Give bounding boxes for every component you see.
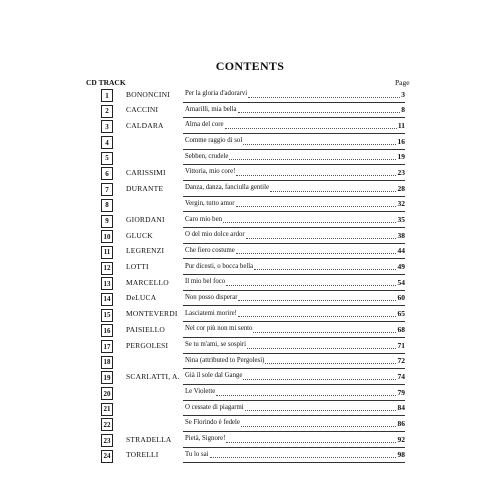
song-title: Vergin, tutto amor <box>185 199 235 207</box>
page-number: 54 <box>397 277 405 287</box>
page-number: 28 <box>397 183 405 193</box>
dot-leader <box>210 457 396 458</box>
contents-row <box>0 135 500 151</box>
song-title: Vittoria, mio core! <box>185 168 236 176</box>
page-title: CONTENTS <box>215 59 285 73</box>
dot-leader <box>248 97 400 98</box>
title-cell <box>183 402 405 417</box>
song-title: Già il sole dal Gange <box>185 372 243 380</box>
track-number-box: 13 <box>101 277 113 290</box>
track-number-box: 19 <box>101 371 113 384</box>
title-cell <box>183 355 405 370</box>
composer-name: CARISSIMI <box>126 167 166 177</box>
title-cell <box>183 433 405 448</box>
dot-leader <box>247 348 396 349</box>
page-number: 74 <box>397 371 405 381</box>
title-cell <box>183 135 405 150</box>
page-number: 92 <box>397 434 405 444</box>
title-cell <box>183 104 405 119</box>
track-number-box: 3 <box>101 120 113 133</box>
track-number-box: 10 <box>101 230 113 243</box>
page-number: 72 <box>397 356 405 366</box>
contents-row <box>0 308 500 324</box>
song-title: Non posso disperar <box>185 293 238 301</box>
title-cell <box>183 166 405 181</box>
contents-row <box>0 402 500 418</box>
song-title: Caro mio ben <box>185 215 222 223</box>
page-number: 32 <box>397 199 405 209</box>
dot-leader <box>226 285 396 286</box>
dot-leader <box>245 410 396 411</box>
dot-leader <box>270 191 396 192</box>
composer-name: STRADELLA <box>126 434 172 444</box>
composer-name: CALDARA <box>126 120 164 130</box>
song-title: O cessate di piagarmi <box>185 403 244 411</box>
contents-row <box>0 166 500 182</box>
track-number-box: 7 <box>101 183 113 196</box>
song-title: Nina (attributed to Pergolesi) <box>185 356 265 364</box>
track-number-box: 23 <box>101 434 113 447</box>
song-title: Nel cor più non mi sento <box>185 325 253 333</box>
song-title: Amarilli, mia bella <box>185 105 237 113</box>
page-number: 84 <box>397 403 405 413</box>
title-cell <box>183 214 405 229</box>
song-title: Alma del core <box>185 121 224 129</box>
track-number-box: 18 <box>101 356 113 369</box>
title-cell <box>183 308 405 323</box>
dot-leader <box>238 316 396 317</box>
song-title: Tu lo sai <box>185 450 209 458</box>
page-number: 11 <box>397 120 405 130</box>
track-number-box: 15 <box>101 309 113 322</box>
contents-row <box>0 245 500 261</box>
page-number: 65 <box>397 309 405 319</box>
title-cell <box>183 119 405 134</box>
dot-leader <box>229 159 396 160</box>
title-cell <box>183 151 405 166</box>
track-number-box: 6 <box>101 167 113 180</box>
page-number: 19 <box>397 152 405 162</box>
contents-row <box>0 214 500 230</box>
dot-leader <box>243 379 396 380</box>
song-title: Pietà, Signore! <box>185 435 226 443</box>
title-cell <box>183 370 405 385</box>
contents-row <box>0 276 500 292</box>
contents-row <box>0 229 500 245</box>
song-title: Pur dicesti, o bocca bella <box>185 262 254 270</box>
composer-name: GIORDANI <box>126 215 165 224</box>
song-title: Le Violette <box>185 388 216 396</box>
composer-name: PERGOLESI <box>126 340 169 350</box>
page-number: 86 <box>397 418 405 428</box>
page-number: 23 <box>397 167 405 177</box>
page-number: 79 <box>397 387 405 397</box>
page-number: 60 <box>397 293 405 303</box>
title-cell <box>183 417 405 432</box>
contents-row <box>0 339 500 355</box>
contents-row <box>0 261 500 277</box>
page-number: 98 <box>397 450 405 460</box>
title-cell <box>183 261 405 276</box>
contents-row <box>0 323 500 339</box>
contents-row <box>0 151 500 167</box>
title-cell <box>183 198 405 213</box>
page-number: 16 <box>397 136 405 146</box>
dot-leader <box>243 144 396 145</box>
song-title: Se Florindo è fedele <box>185 419 240 427</box>
composer-name: PAISIELLO <box>126 324 166 334</box>
title-cell <box>183 292 405 307</box>
page-number: 68 <box>397 324 405 334</box>
dot-leader <box>236 206 396 207</box>
song-title: Lasciatemi morire! <box>185 309 237 317</box>
contents-list <box>0 88 500 465</box>
dot-leader <box>223 222 396 223</box>
track-number-box: 14 <box>101 293 113 306</box>
page-number: 44 <box>397 246 405 256</box>
dot-leader <box>238 300 396 301</box>
composer-name: TORELLI <box>126 450 159 460</box>
dot-leader <box>253 332 396 333</box>
track-number-box: 1 <box>101 89 113 102</box>
track-number-box: 17 <box>101 340 113 353</box>
title-cell <box>183 276 405 291</box>
title-cell <box>183 449 405 464</box>
contents-row <box>0 386 500 402</box>
dot-leader <box>216 395 396 396</box>
composer-name: GLUCK <box>126 230 153 240</box>
composer-name: LEGRENZI <box>126 246 165 256</box>
title-cell <box>183 323 405 338</box>
track-number-box: 21 <box>101 403 113 416</box>
song-title: Che fiero costume <box>185 246 235 254</box>
contents-row <box>0 433 500 449</box>
track-number-box: 4 <box>101 136 113 149</box>
page-number: 38 <box>397 230 405 240</box>
composer-name: CACCINI <box>126 105 159 115</box>
song-title: Se tu m'ami, se sospiri <box>185 341 247 348</box>
composer-name: DURANTE <box>126 183 164 193</box>
track-number-box: 11 <box>101 246 113 259</box>
song-title: O del mio dolce ardor <box>185 231 245 239</box>
dot-leader <box>225 128 397 129</box>
song-title: Sebben, crudele <box>185 152 229 160</box>
contents-row <box>0 370 500 386</box>
contents-row <box>0 182 500 198</box>
title-cell <box>183 386 405 401</box>
dot-leader <box>236 253 396 254</box>
title-cell <box>183 88 405 103</box>
track-number-box: 2 <box>101 105 113 118</box>
composer-name: BONONCINI <box>126 89 170 99</box>
track-number-box: 12 <box>101 262 113 275</box>
contents-row <box>0 198 500 214</box>
contents-row <box>0 88 500 104</box>
title-cell <box>183 339 405 354</box>
page-number: 35 <box>397 215 405 224</box>
song-title: Il mio bel foco <box>185 278 226 286</box>
contents-row <box>0 417 500 433</box>
page-number: 8 <box>401 105 405 115</box>
dot-leader <box>238 112 400 113</box>
page-number: 49 <box>397 262 405 272</box>
dot-leader <box>254 269 396 270</box>
composer-name: SCARLATTI, A. <box>126 371 180 381</box>
title-cell <box>183 182 405 197</box>
cd-track-header: CD TRACK <box>86 78 126 87</box>
contents-row <box>0 104 500 120</box>
contents-row <box>0 449 500 465</box>
page-number: 71 <box>397 340 405 350</box>
track-number-box: 16 <box>101 324 113 337</box>
contents-row <box>0 355 500 371</box>
composer-name: DeLUCA <box>126 293 157 303</box>
track-number-box: 22 <box>101 418 113 431</box>
track-number-box: 24 <box>101 450 113 463</box>
song-title: Danza, danza, fanciulla gentile <box>185 184 269 192</box>
composer-name: MONTEVERDI <box>126 309 178 319</box>
dot-leader <box>265 363 396 364</box>
song-title: Per la gloria d'adorarvi <box>185 90 248 97</box>
contents-row <box>0 292 500 308</box>
title-cell <box>183 245 405 260</box>
track-number-box: 9 <box>101 215 113 228</box>
track-number-box: 8 <box>101 199 113 212</box>
dot-leader <box>236 175 396 176</box>
composer-name: MARCELLO <box>126 277 169 287</box>
title-cell <box>183 229 405 244</box>
track-number-box: 20 <box>101 387 113 400</box>
track-number-box: 5 <box>101 152 113 165</box>
contents-row <box>0 119 500 135</box>
page-number: 3 <box>401 89 405 99</box>
dot-leader <box>241 426 396 427</box>
dot-leader <box>226 442 396 443</box>
song-title: Comme raggio di sol <box>185 137 243 145</box>
composer-name: LOTTI <box>126 262 149 272</box>
dot-leader <box>246 238 396 239</box>
page-column-header: Page <box>395 78 410 87</box>
